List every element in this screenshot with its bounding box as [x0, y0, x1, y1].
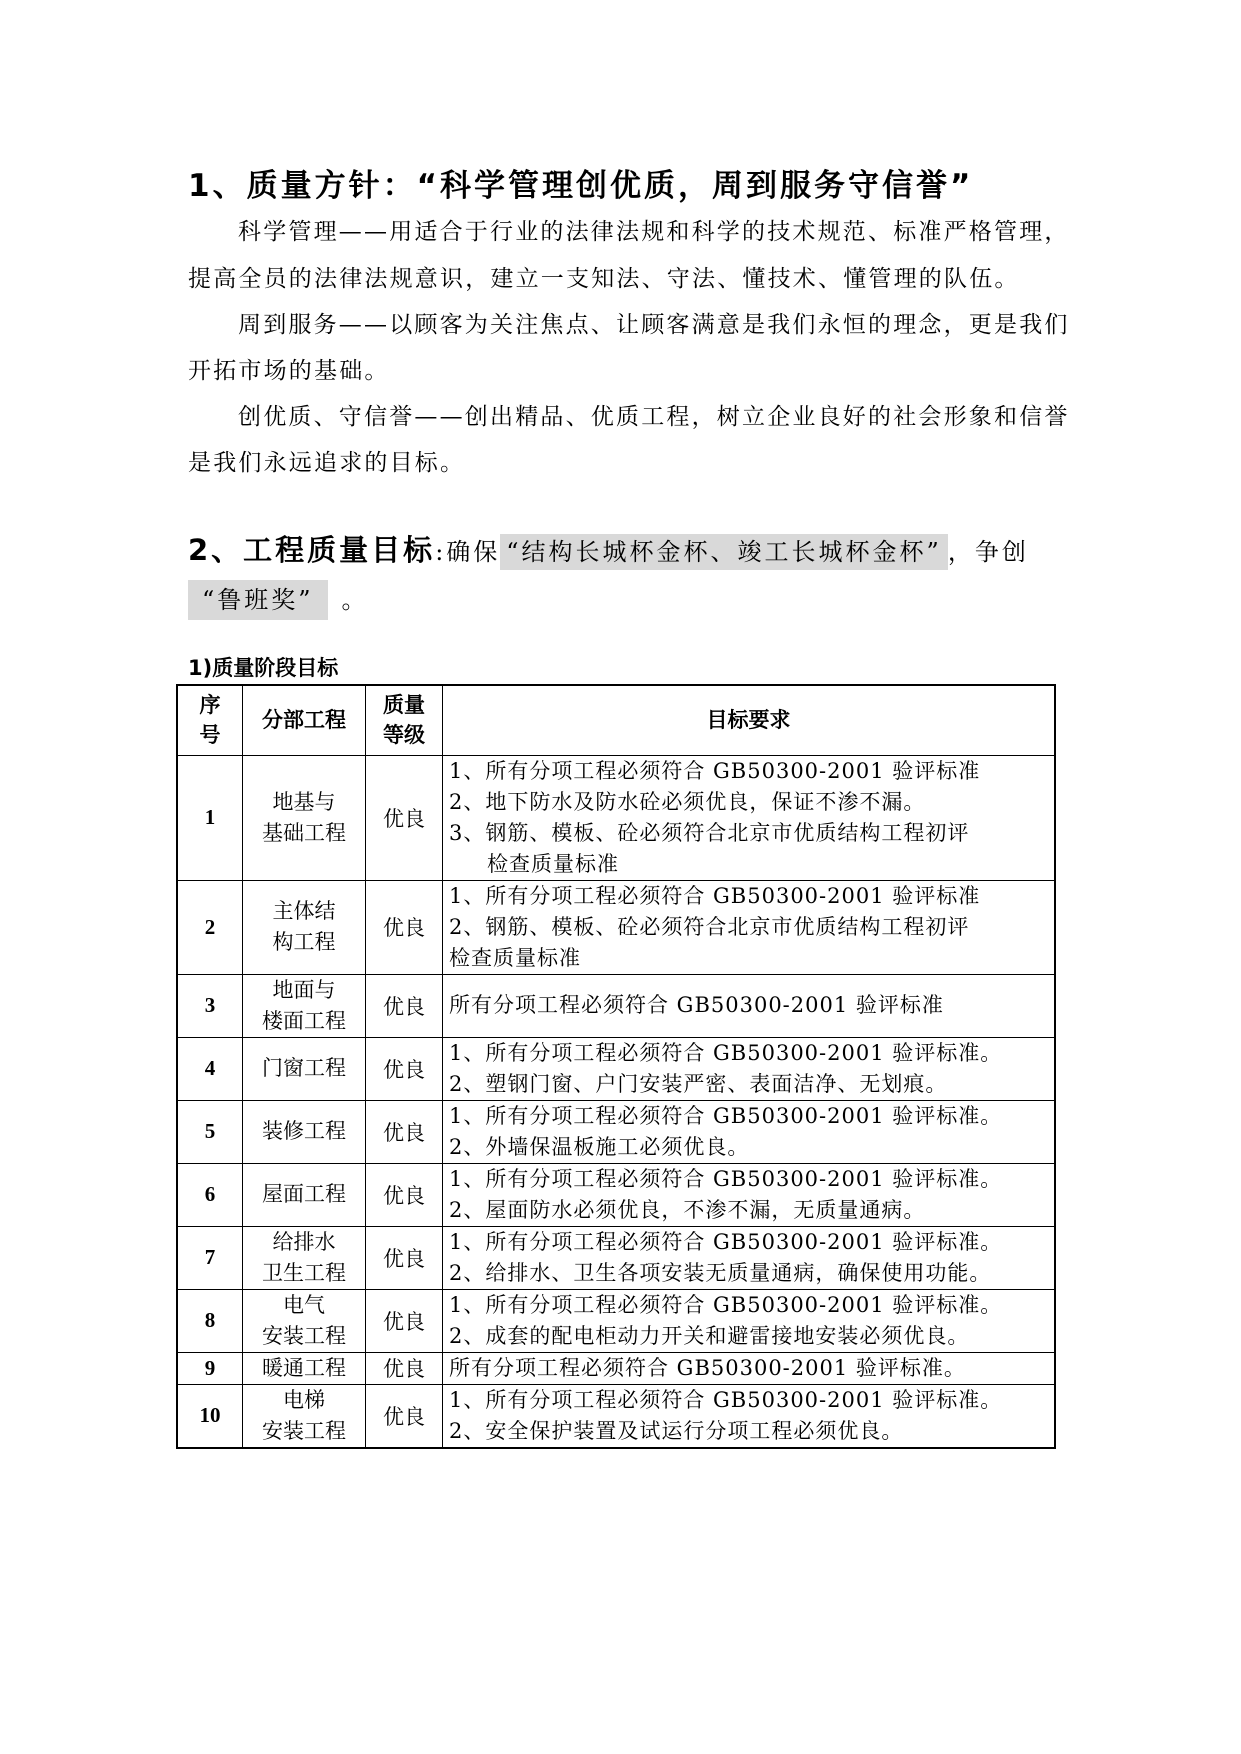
para2-line1: 周到服务——以顾客为关注焦点、让顾客满意是我们永恒的理念，更是我们 — [238, 312, 1070, 338]
requirement-line: 2、地下防水及防水砼必须优良，保证不渗不漏。 — [449, 789, 926, 814]
row-part — [243, 755, 366, 880]
table-row — [177, 1163, 1055, 1226]
row-part-line1: 主体结 — [272, 899, 336, 923]
row-grade: 优良 — [366, 974, 443, 1037]
row-part — [243, 880, 366, 974]
table-body — [177, 755, 1055, 1448]
row-requirements — [443, 1352, 1056, 1384]
quality-stage-subheading: 1)质量阶段目标 — [188, 656, 339, 680]
requirement-line: 3、钢筋、模板、砼必须符合北京市优质结构工程初评 — [449, 820, 970, 845]
highlight-luban-award: “鲁班奖” — [188, 580, 328, 620]
header-grade: 质量等级 — [366, 685, 443, 755]
row-grade: 优良 — [366, 755, 443, 880]
requirement-line: 1、所有分项工程必须符合 GB50300-2001 验评标准。 — [449, 1103, 1003, 1128]
table-row — [177, 755, 1055, 880]
row-part-line1: 地面与 — [272, 977, 336, 1002]
row-part — [243, 1100, 366, 1163]
section2-ending: 。 — [341, 586, 369, 614]
row-part-line1: 电气 — [283, 1292, 325, 1317]
row-no: 9 — [177, 1352, 243, 1384]
para3-line2: 是我们永远追求的目标。 — [188, 450, 466, 476]
row-part-line1: 装修工程 — [262, 1119, 346, 1143]
header-no: 序号 — [177, 685, 243, 755]
requirement-line: 2、塑钢门窗、户门安装严密、表面洁净、无划痕。 — [449, 1071, 948, 1096]
row-grade: 优良 — [366, 880, 443, 974]
row-part — [243, 1352, 366, 1384]
para1-line1: 科学管理——用适合于行业的法律法规和科学的技术规范、标准严格管理， — [238, 219, 1070, 245]
para2-line2: 开拓市场的基础。 — [188, 358, 390, 384]
row-part — [243, 1226, 366, 1289]
row-requirements — [443, 1384, 1056, 1448]
requirement-line: 1、所有分项工程必须符合 GB50300-2001 验评标准 — [449, 883, 981, 908]
requirement-line: 2、安全保护装置及试运行分项工程必须优良。 — [449, 1418, 904, 1443]
row-part-line1: 屋面工程 — [262, 1182, 346, 1206]
row-part-line2: 构工程 — [272, 930, 336, 954]
row-no: 8 — [177, 1289, 243, 1352]
requirement-line: 2、给排水、卫生各项安装无质量通病，确保使用功能。 — [449, 1260, 992, 1285]
row-requirements — [443, 1226, 1056, 1289]
row-requirements — [443, 880, 1056, 974]
row-grade: 优良 — [366, 1037, 443, 1100]
table-header-row — [177, 685, 1055, 755]
row-no: 4 — [177, 1037, 243, 1100]
table-row — [177, 880, 1055, 974]
row-part-line2: 基础工程 — [262, 820, 346, 845]
section1-heading: 1、质量方针：“科学管理创优质，周到服务守信誉” — [188, 168, 974, 204]
row-no: 10 — [177, 1384, 243, 1448]
section2-heading — [188, 528, 1029, 569]
requirement-line: 2、外墙保温板施工必须优良。 — [449, 1134, 750, 1159]
section2-heading-colon: :确保 — [435, 538, 501, 566]
row-part — [243, 1037, 366, 1100]
section2-after-highlight: ，争创 — [947, 538, 1029, 566]
row-part — [243, 1289, 366, 1352]
row-part-line2: 安装工程 — [262, 1418, 346, 1443]
row-no: 3 — [177, 974, 243, 1037]
row-no: 2 — [177, 880, 243, 974]
requirement-line: 1、所有分项工程必须符合 GB50300-2001 验评标准 — [449, 758, 981, 783]
row-requirements — [443, 1163, 1056, 1226]
table-row — [177, 974, 1055, 1037]
requirement-line: 1、所有分项工程必须符合 GB50300-2001 验评标准。 — [449, 1229, 1003, 1254]
table-row — [177, 1226, 1055, 1289]
row-requirements — [443, 1100, 1056, 1163]
header-part: 分部工程 — [243, 685, 366, 755]
row-requirements — [443, 755, 1056, 880]
para1-line2: 提高全员的法律法规意识，建立一支知法、守法、懂技术、懂管理的队伍。 — [188, 266, 1020, 292]
row-part-line2: 安装工程 — [262, 1323, 346, 1348]
requirement-line: 2、钢筋、模板、砼必须符合北京市优质结构工程初评 — [449, 914, 970, 939]
row-no: 7 — [177, 1226, 243, 1289]
row-requirements — [443, 1289, 1056, 1352]
row-part-line1: 电梯 — [283, 1387, 325, 1412]
row-part-line2: 卫生工程 — [262, 1260, 346, 1285]
row-part-line1: 地基与 — [272, 789, 336, 814]
row-grade: 优良 — [366, 1226, 443, 1289]
requirement-line: 所有分项工程必须符合 GB50300-2001 验评标准 — [449, 993, 944, 1017]
section2-heading-line2 — [188, 580, 369, 615]
table-row — [177, 1037, 1055, 1100]
requirement-line: 1、所有分项工程必须符合 GB50300-2001 验评标准。 — [449, 1387, 1003, 1412]
row-grade: 优良 — [366, 1289, 443, 1352]
row-part-line1: 门窗工程 — [262, 1056, 346, 1080]
requirement-line: 所有分项工程必须符合 GB50300-2001 验评标准。 — [449, 1355, 966, 1380]
para3-line1: 创优质、守信誉——创出精品、优质工程，树立企业良好的社会形象和信誉 — [238, 404, 1070, 430]
row-grade: 优良 — [366, 1100, 443, 1163]
row-grade: 优良 — [366, 1163, 443, 1226]
table-row — [177, 1100, 1055, 1163]
requirement-line: 2、成套的配电柜动力开关和避雷接地安装必须优良。 — [449, 1323, 970, 1348]
row-no: 1 — [177, 755, 243, 880]
row-part — [243, 974, 366, 1037]
requirement-line: 检查质量标准 — [449, 945, 581, 970]
quality-targets-table — [176, 684, 1056, 1449]
requirement-line: 检查质量标准 — [487, 851, 619, 876]
row-part-line1: 暖通工程 — [262, 1355, 346, 1380]
requirement-line: 2、屋面防水必须优良，不渗不漏，无质量通病。 — [449, 1197, 926, 1222]
row-no: 5 — [177, 1100, 243, 1163]
row-part-line1: 给排水 — [272, 1229, 336, 1254]
table-row — [177, 1384, 1055, 1448]
requirement-line: 1、所有分项工程必须符合 GB50300-2001 验评标准。 — [449, 1166, 1003, 1191]
row-grade: 优良 — [366, 1384, 443, 1448]
row-no: 6 — [177, 1163, 243, 1226]
table-row — [177, 1352, 1055, 1384]
section2-heading-prefix: 2、工程质量目标 — [188, 533, 436, 567]
row-requirements — [443, 974, 1056, 1037]
header-requirements: 目标要求 — [443, 685, 1056, 755]
requirement-line: 1、所有分项工程必须符合 GB50300-2001 验评标准。 — [449, 1292, 1003, 1317]
highlight-great-wall-cup: “结构长城杯金杯、竣工长城杯金杯” — [500, 534, 948, 570]
row-part-line2: 楼面工程 — [262, 1008, 346, 1033]
requirement-line: 1、所有分项工程必须符合 GB50300-2001 验评标准。 — [449, 1040, 1003, 1065]
row-grade: 优良 — [366, 1352, 443, 1384]
row-part — [243, 1384, 366, 1448]
table-row — [177, 1289, 1055, 1352]
row-requirements — [443, 1037, 1056, 1100]
row-part — [243, 1163, 366, 1226]
